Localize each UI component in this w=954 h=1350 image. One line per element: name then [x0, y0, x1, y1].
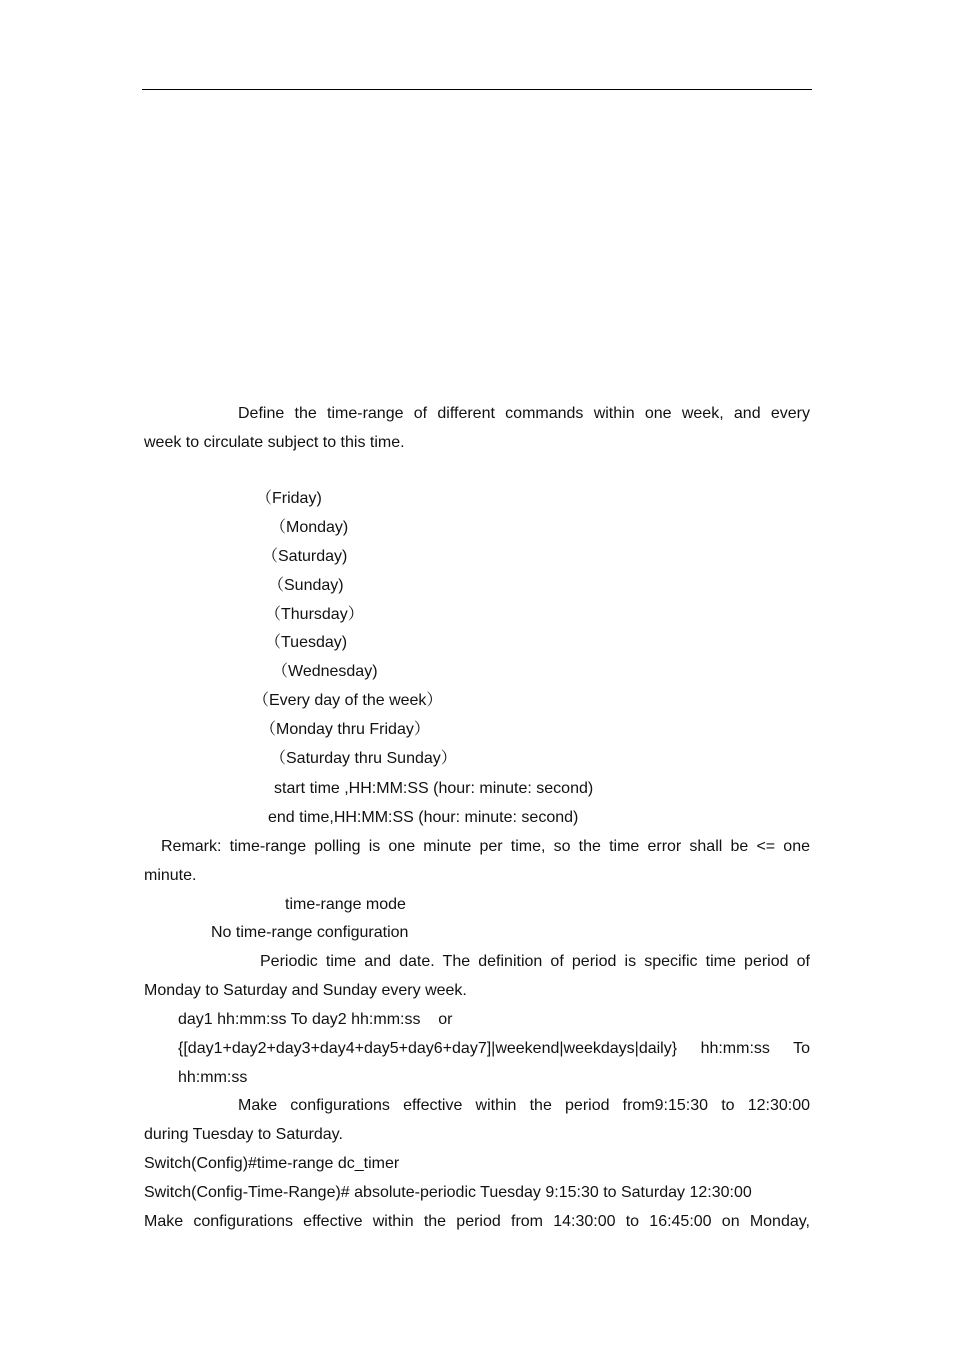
example2-line-1: Make configurations effective within the period from 14:30:00 to 16:45:00 on Monday,	[144, 1213, 810, 1230]
header-rule	[142, 89, 812, 90]
description-line-2: week to circulate subject to this time.	[144, 434, 405, 451]
remark-line-2: minute.	[144, 867, 197, 884]
day-tuesday: （Tuesday)	[265, 634, 348, 651]
param-start-time: start time ,HH:MM:SS (hour: minute: second)	[274, 780, 594, 797]
syntax-line-2: {[day1+day2+day3+day4+day5+day6+day7]|weekend|weekdays|daily} hh:mm:ss To	[178, 1040, 810, 1057]
day-wednesday: （Wednesday)	[272, 663, 378, 680]
remark-line-1: Remark: time-range polling is one minute per time, so the time error shall be <= one	[161, 838, 810, 855]
day-thursday: （Thursday）	[265, 606, 364, 623]
syntax-line-3: hh:mm:ss	[178, 1069, 248, 1086]
day-weekdays: （Monday thru Friday）	[260, 721, 430, 738]
usage-line-2: Monday to Saturday and Sunday every week.	[144, 982, 467, 999]
description-line-1: Define the time-range of different commands within one week, and every	[238, 405, 810, 422]
command-line-2: Switch(Config-Time-Range)# absolute-periodic Tuesday 9:15:30 to Saturday 12:30:00	[144, 1184, 752, 1201]
command-mode: time-range mode	[285, 896, 406, 913]
param-end-time: end time,HH:MM:SS (hour: minute: second)	[268, 809, 579, 826]
usage-line-1: Periodic time and date. The definition of period is specific time period of	[260, 953, 810, 970]
command-line-1: Switch(Config)#time-range dc_timer	[144, 1155, 400, 1172]
day-friday: （Friday)	[256, 490, 322, 507]
day-daily: （Every day of the week）	[253, 692, 443, 709]
default-value: No time-range configuration	[211, 924, 409, 941]
day-weekend: （Saturday thru Sunday）	[270, 750, 457, 767]
day-sunday: （Sunday)	[268, 577, 344, 594]
example-line-2: during Tuesday to Saturday.	[144, 1126, 343, 1143]
syntax-line-1: day1 hh:mm:ss To day2 hh:mm:ss or	[178, 1011, 453, 1028]
example-line-1: Make configurations effective within the period from9:15:30 to 12:30:00	[238, 1097, 810, 1114]
day-monday: （Monday)	[270, 519, 349, 536]
day-saturday: （Saturday)	[262, 548, 348, 565]
